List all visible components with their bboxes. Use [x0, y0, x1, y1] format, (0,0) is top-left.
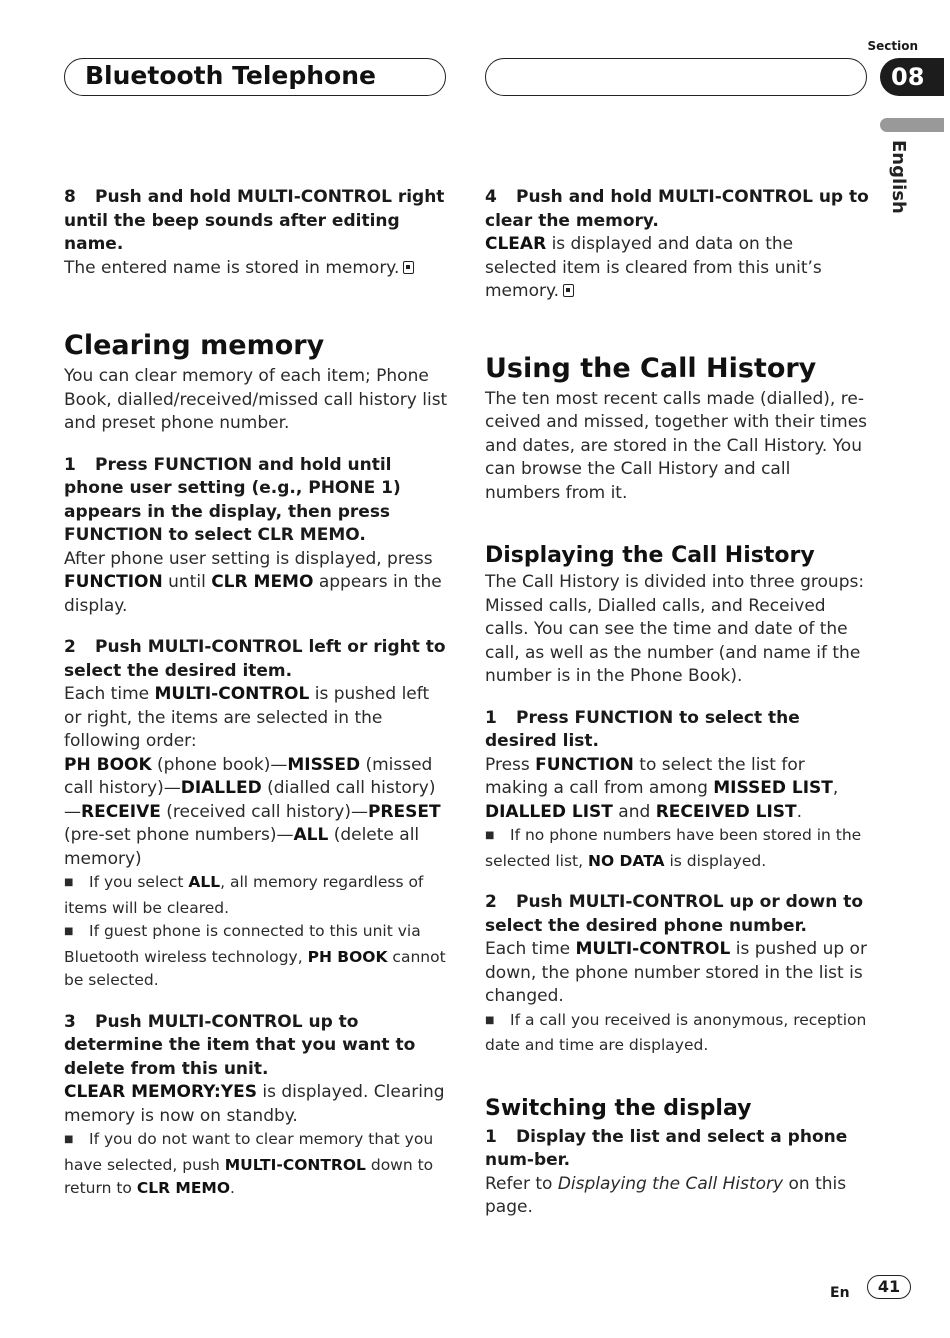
- language-tab-label: English: [888, 140, 909, 214]
- step-body: The entered name is stored in memory.: [64, 257, 449, 281]
- step-heading: 2 Push MULTI-CONTROL up or down to select the desired phone number.: [485, 892, 864, 936]
- step-heading: 1 Press FUNCTION to select the desired list.: [485, 707, 800, 751]
- footer-language-code: En: [830, 1285, 850, 1301]
- note: ■ If guest phone is connected to this unit via Bluetooth wireless technology, PH BOOK cannot be selected.: [64, 920, 449, 993]
- item-order-list: PH BOOK (phone book)—MISSED (missed call history)—DIALLED (dialled call history)—RECEIVE (received call history)—PRESET (pre-set phone numbers)—ALL (delete all memory): [64, 754, 441, 869]
- note: ■ If a call you received is anonymous, reception date and time are displayed.: [485, 1009, 870, 1058]
- section-heading-call-history: Using the Call History: [485, 352, 817, 384]
- paragraph: You can clear memory of each item; Phone Book, dialled/received/missed call history list and preset phone number.: [64, 366, 448, 433]
- step-body: Press FUNCTION to select the list for making a call from among MISSED LIST, DIALLED LIST and RECEIVED LIST.: [485, 754, 839, 822]
- step-body: Refer to Displaying the Call History on this page.: [485, 1173, 847, 1217]
- step-body: After phone user setting is displayed, press FUNCTION until CLR MEMO appears in the display.: [64, 548, 442, 616]
- left-column: [64, 186, 449, 1201]
- step-heading: 1 Display the list and select a phone num-ber.: [485, 1126, 848, 1170]
- header-title-frame: [64, 58, 446, 96]
- subsection-heading-displaying: Displaying the Call History: [485, 543, 815, 568]
- step-heading: 3 Push MULTI-CONTROL up to determine the item that you want to delete from this unit.: [64, 1011, 416, 1079]
- subsection-heading-switching: Switching the display: [485, 1095, 752, 1121]
- note: ■ If you do not want to clear memory that you have selected, push MULTI-CONTROL down to return to CLR MEMO.: [64, 1128, 449, 1201]
- page-title: Bluetooth Telephone: [85, 61, 376, 90]
- step-body: CLEAR is displayed and data on the selected item is cleared from this unit’s memory.: [485, 234, 822, 301]
- end-mark-icon: [403, 261, 414, 274]
- page-number: 41: [867, 1275, 911, 1299]
- step-heading: 8 Push and hold MULTI-CONTROL right until the beep sounds after editing name.: [64, 187, 445, 254]
- paragraph: The Call History is divided into three groups: Missed calls, Dialled calls, and Received calls. You can see the time and date of the call, as well as the number (and name if the number is in the Phone Book).: [485, 572, 865, 686]
- header-blank-frame: [485, 58, 867, 96]
- step-body: CLEAR MEMORY:YES is displayed. Clearing memory is now on standby.: [64, 1082, 445, 1126]
- step-heading: 4 Push and hold MULTI-CONTROL up to clear the memory.: [485, 187, 869, 231]
- step-body: Each time MULTI-CONTROL is pushed left or right, the items are selected in the following order:: [64, 684, 430, 751]
- note: ■ If you select ALL, all memory regardless of items will be cleared.: [64, 871, 449, 920]
- note: ■ If no phone numbers have been stored in the selected list, NO DATA is displayed.: [485, 824, 870, 873]
- step-heading: 2 Push MULTI-CONTROL left or right to select the desired item.: [64, 637, 446, 681]
- step-heading: 1 Press FUNCTION and hold until phone user setting (e.g., PHONE 1) appears in the display, then press FUNCTION to select CLR MEMO.: [64, 454, 401, 545]
- right-column: [485, 186, 870, 1220]
- section-number: 08: [880, 58, 944, 96]
- step-body: Each time MULTI-CONTROL is pushed up or down, the phone number stored in the list is changed.: [485, 939, 867, 1006]
- end-mark-icon: [563, 284, 574, 297]
- section-heading-clearing-memory: Clearing memory: [64, 330, 325, 361]
- section-label: Section: [867, 39, 918, 53]
- paragraph: The ten most recent calls made (dialled), re-ceived and missed, together with their times and dates, are stored in the Call History. You can browse the Call History and call numbers from it.: [485, 388, 868, 503]
- language-tab-bar: [880, 118, 944, 132]
